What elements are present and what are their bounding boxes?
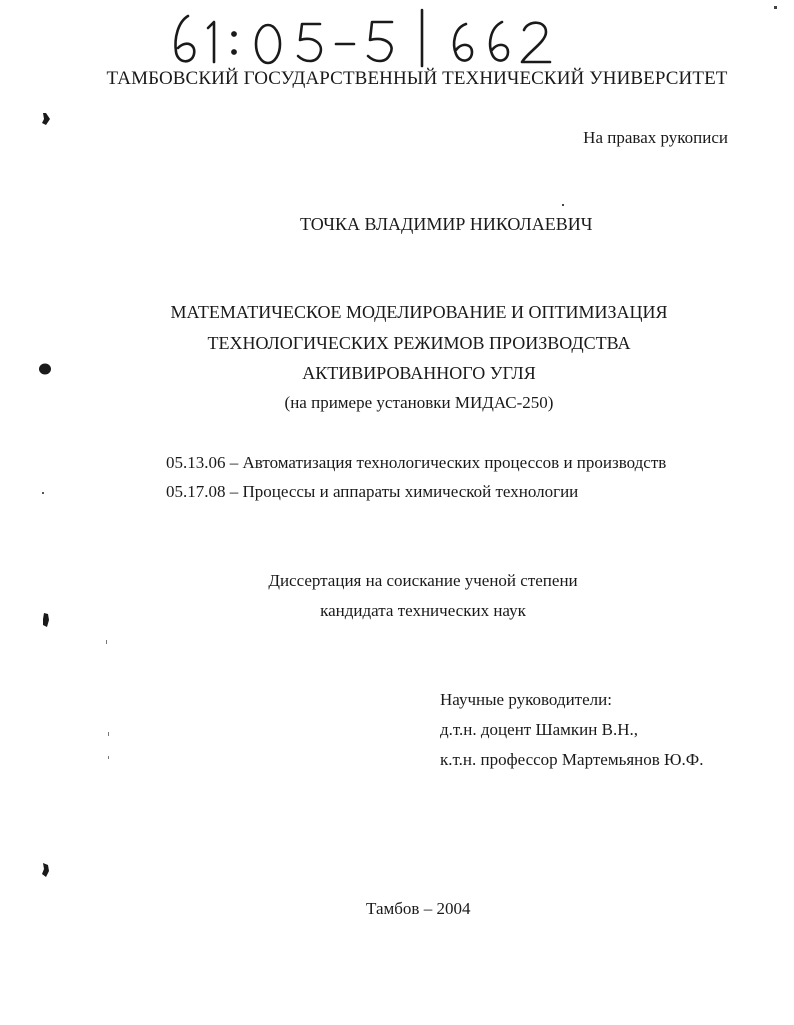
dissertation-degree-line-2: кандидата технических наук bbox=[320, 601, 526, 620]
author-name: ТОЧКА ВЛАДИМИР НИКОЛАЕВИЧ bbox=[300, 214, 593, 234]
scan-speck bbox=[108, 732, 109, 736]
thesis-title-line-2: ТЕХНОЛОГИЧЕСКИХ РЕЖИМОВ ПРОИЗВОДСТВА bbox=[207, 333, 631, 353]
city-and-year: Тамбов – 2004 bbox=[366, 899, 471, 918]
thesis-title-subtitle: (на примере установки МИДАС-250) bbox=[284, 393, 554, 412]
supervisor-2: к.т.н. профессор Мартемьянов Ю.Ф. bbox=[440, 750, 704, 769]
specialty-code-2: 05.17.08 – Процессы и аппараты химической технологии bbox=[166, 482, 579, 501]
scan-speck bbox=[42, 492, 44, 494]
binding-hole-mark-4 bbox=[40, 862, 52, 878]
binding-hole-mark-3 bbox=[40, 612, 52, 628]
binding-hole-mark-1 bbox=[40, 112, 52, 126]
scan-speck bbox=[108, 756, 109, 759]
specialty-code-1: 05.13.06 – Автоматизация технологических процессов и производств bbox=[166, 453, 667, 472]
handwritten-archive-number bbox=[168, 8, 568, 72]
scan-speck bbox=[562, 204, 564, 206]
binding-hole-mark-2 bbox=[38, 362, 52, 376]
university-name: ТАМБОВСКИЙ ГОСУДАРСТВЕННЫЙ ТЕХНИЧЕСКИЙ УНИВЕРСИТЕТ bbox=[106, 68, 728, 89]
manuscript-rights-note: На правах рукописи bbox=[583, 128, 728, 147]
supervisor-1: д.т.н. доцент Шамкин В.Н., bbox=[440, 720, 638, 739]
scan-speck bbox=[106, 640, 107, 644]
dissertation-degree-line-1: Диссертация на соискание ученой степени bbox=[268, 571, 578, 590]
thesis-title-line-3: АКТИВИРОВАННОГО УГЛЯ bbox=[302, 363, 536, 383]
supervisors-heading: Научные руководители: bbox=[440, 690, 612, 709]
scan-speck bbox=[774, 6, 777, 9]
thesis-title-line-1: МАТЕМАТИЧЕСКОЕ МОДЕЛИРОВАНИЕ И ОПТИМИЗАЦИЯ bbox=[170, 302, 668, 322]
